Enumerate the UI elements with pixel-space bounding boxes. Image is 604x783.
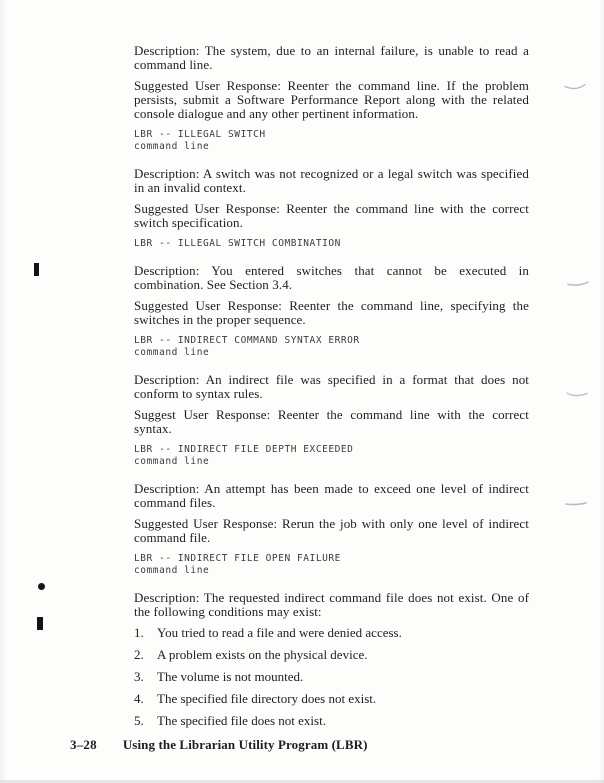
user-response-paragraph: Suggested User Response: Reenter the command line, specifying the switches in the proper sequence.	[134, 298, 529, 327]
list-item-number: 1.	[134, 625, 144, 640]
user-response-paragraph: Suggested User Response: Rerun the job with only one level of indirect command file.	[134, 516, 529, 545]
user-response-paragraph: Suggest User Response: Reenter the command line with the correct syntax.	[134, 407, 529, 436]
list-item-text: A problem exists on the physical device.	[157, 647, 368, 662]
list-item-number: 2.	[134, 647, 144, 662]
pen-mark-icon	[564, 83, 586, 91]
list-item-text: The specified file directory does not exist.	[157, 691, 377, 706]
change-bar-icon	[37, 617, 43, 630]
list-item-text: The volume is not mounted.	[157, 669, 304, 684]
description-paragraph: Description: You entered switches that cannot be executed in combination. See Section 3.4.	[134, 263, 529, 292]
code-line: command line	[134, 456, 210, 467]
error-message-code	[134, 553, 529, 577]
user-response-paragraph: Suggested User Response: Reenter the command line. If the problem persists, submit a Software Performance Report along with the related console dialogue and any other pertinent information.	[134, 78, 529, 121]
chapter-title: Using the Librarian Utility Program (LBR)	[122, 737, 368, 752]
list-item	[134, 648, 529, 662]
description-paragraph: Description: A switch was not recognized or a legal switch was specified in an invalid context.	[134, 166, 529, 195]
description-paragraph: Description: An indirect file was specified in a format that does not conform to syntax rules.	[134, 372, 529, 401]
code-line: LBR -- INDIRECT FILE DEPTH EXCEEDED	[134, 444, 354, 455]
error-message-code	[134, 129, 529, 153]
list-item-number: 5.	[134, 713, 144, 728]
user-response-paragraph: Suggested User Response: Reenter the command line with the correct switch specification.	[134, 201, 529, 230]
change-bar-icon	[34, 263, 39, 276]
code-line: command line	[134, 565, 210, 576]
description-paragraph: Description: The requested indirect command file does not exist. One of the following conditions may exist:	[134, 590, 529, 619]
error-message-code	[134, 238, 529, 250]
page-body	[134, 44, 529, 736]
code-line: LBR -- INDIRECT FILE OPEN FAILURE	[134, 553, 341, 564]
list-item	[134, 692, 529, 706]
list-item	[134, 626, 529, 640]
list-item-text: The specified file does not exist.	[157, 713, 326, 728]
list-item	[134, 670, 529, 684]
page-number: 3–28	[70, 737, 97, 752]
pen-mark-icon	[566, 390, 588, 398]
description-paragraph: Description: The system, due to an internal failure, is unable to read a command line.	[134, 43, 529, 72]
list-item-number: 3.	[134, 669, 144, 684]
error-message-code	[134, 335, 529, 359]
description-paragraph: Description: An attempt has been made to exceed one level of indirect command files.	[134, 481, 529, 510]
list-item	[134, 714, 529, 728]
pen-mark-icon	[567, 280, 589, 288]
page-footer	[70, 737, 368, 752]
conditions-list	[134, 626, 529, 728]
code-line: LBR -- ILLEGAL SWITCH COMBINATION	[134, 238, 341, 249]
error-message-code	[134, 444, 529, 468]
bullet-mark-icon	[38, 583, 45, 590]
list-item-number: 4.	[134, 691, 144, 706]
code-line: command line	[134, 141, 210, 152]
pen-mark-icon	[565, 500, 587, 508]
code-line: command line	[134, 347, 210, 358]
code-line: LBR -- ILLEGAL SWITCH	[134, 129, 266, 140]
code-line: LBR -- INDIRECT COMMAND SYNTAX ERROR	[134, 335, 360, 346]
list-item-text: You tried to read a file and were denied access.	[157, 625, 402, 640]
